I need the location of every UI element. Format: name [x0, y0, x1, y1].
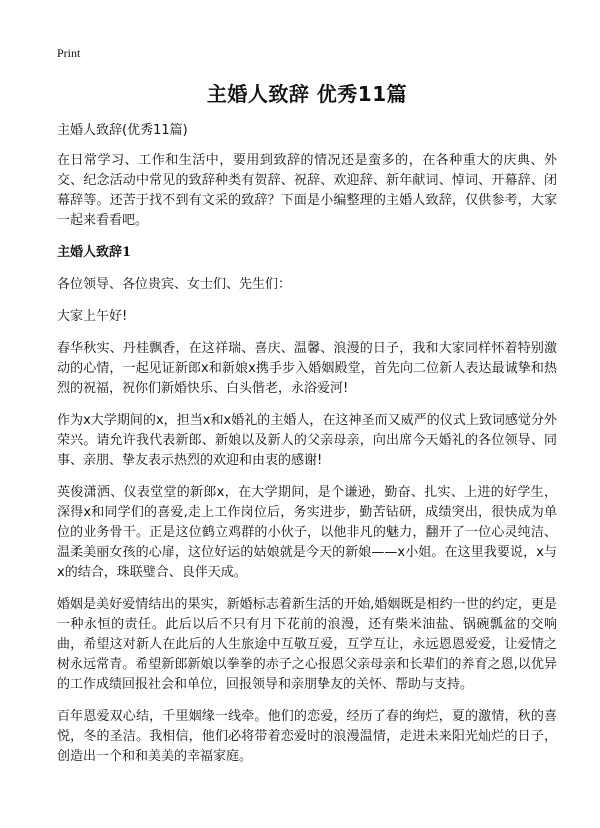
document-subtitle: 主婚人致辞(优秀11篇)	[57, 123, 188, 138]
print-label: Print	[57, 46, 81, 60]
document-page	[57, 44, 557, 779]
body-paragraph-5: 百年恩爱双心结，千里姻缘一线牵。他们的恋爱，经历了春的绚烂，夏的激情，秋的喜悦，冬的圣洁。我相信，他们必将带着恋爱时的浪漫温情，走进未来阳光灿烂的日子，创造出一个和和美美的幸福家庭。	[57, 709, 557, 764]
section-heading: 主婚人致辞1	[57, 245, 132, 260]
body-paragraph-2: 作为x大学期间的x，担当x和x婚礼的主婚人，在这神圣而又威严的仪式上致词感觉分外荣兴。请允许我代表新郎、新娘以及新人的父亲母亲，向出席今天婚礼的各位领导、同事、亲朋、挚友表示热烈的欢迎和由衷的感谢!	[57, 413, 557, 468]
body-paragraph-3: 英俊潇洒、仪表堂堂的新郎x，在大学期间，是个谦逊，勤奋、扎实、上进的好学生，深得x和同学们的喜爱,走上工作岗位后，务实进步，勤苦钻研，成绩突出，很快成为单位的业务骨干。正是这位鹤立鸡群的小伙子，以他非凡的魅力，翻开了一位心灵纯洁、温柔美丽女孩的心扉，这位好运的姑娘就是今天的新娘——x小姐。在这里我要说，x与x的结合，珠联璧合、良伴天成。	[57, 485, 557, 580]
greeting-paragraph: 各位领导、各位贵宾、女士们、先生们：	[57, 277, 292, 292]
body-paragraph-1: 春华秋实、丹桂飘香，在这祥瑞、喜庆、温馨、浪漫的日子，我和大家同样怀着特别激动的心情，一起见证新郎x和新娘x携手步入婚姻殿堂，首先向二位新人表达最诚挚和热烈的祝福，祝你们新婚快乐、白头偕老，永浴爱河!	[57, 341, 557, 396]
salutation-paragraph: 大家上午好!	[57, 309, 128, 324]
body-paragraph-4: 婚姻是美好爱情结出的果实，新婚标志着新生活的开始,婚姻既是相约一世的约定，更是一种永恒的责任。此后以后不只有月下花前的浪漫，还有柴米油盐、锅碗瓢盆的交响曲，希望这对新人在此后的人生旅途中互敬互爱，互学互让，永远恩恩爱爱，让爱情之树永远常青。希望新郎新娘以拳拳的赤子之心报恩父亲母亲和长辈们的养育之恩,以优异的工作成绩回报社会和单位，回报领导和亲朋挚友的关怀、帮助与支持。	[57, 597, 557, 692]
document-title: 主婚人致辞 优秀11篇	[206, 82, 408, 106]
intro-paragraph: 在日常学习、工作和生活中，要用到致辞的情况还是蛮多的，在各种重大的庆典、外交、纪念活动中常见的致辞种类有贺辞、祝辞、欢迎辞、新年献词、悼词、开幕辞、闭幕辞等。还苦于找不到有文采的致辞？下面是小编整理的主婚人致辞，仅供参考，大家一起来看看吧。	[57, 153, 557, 228]
